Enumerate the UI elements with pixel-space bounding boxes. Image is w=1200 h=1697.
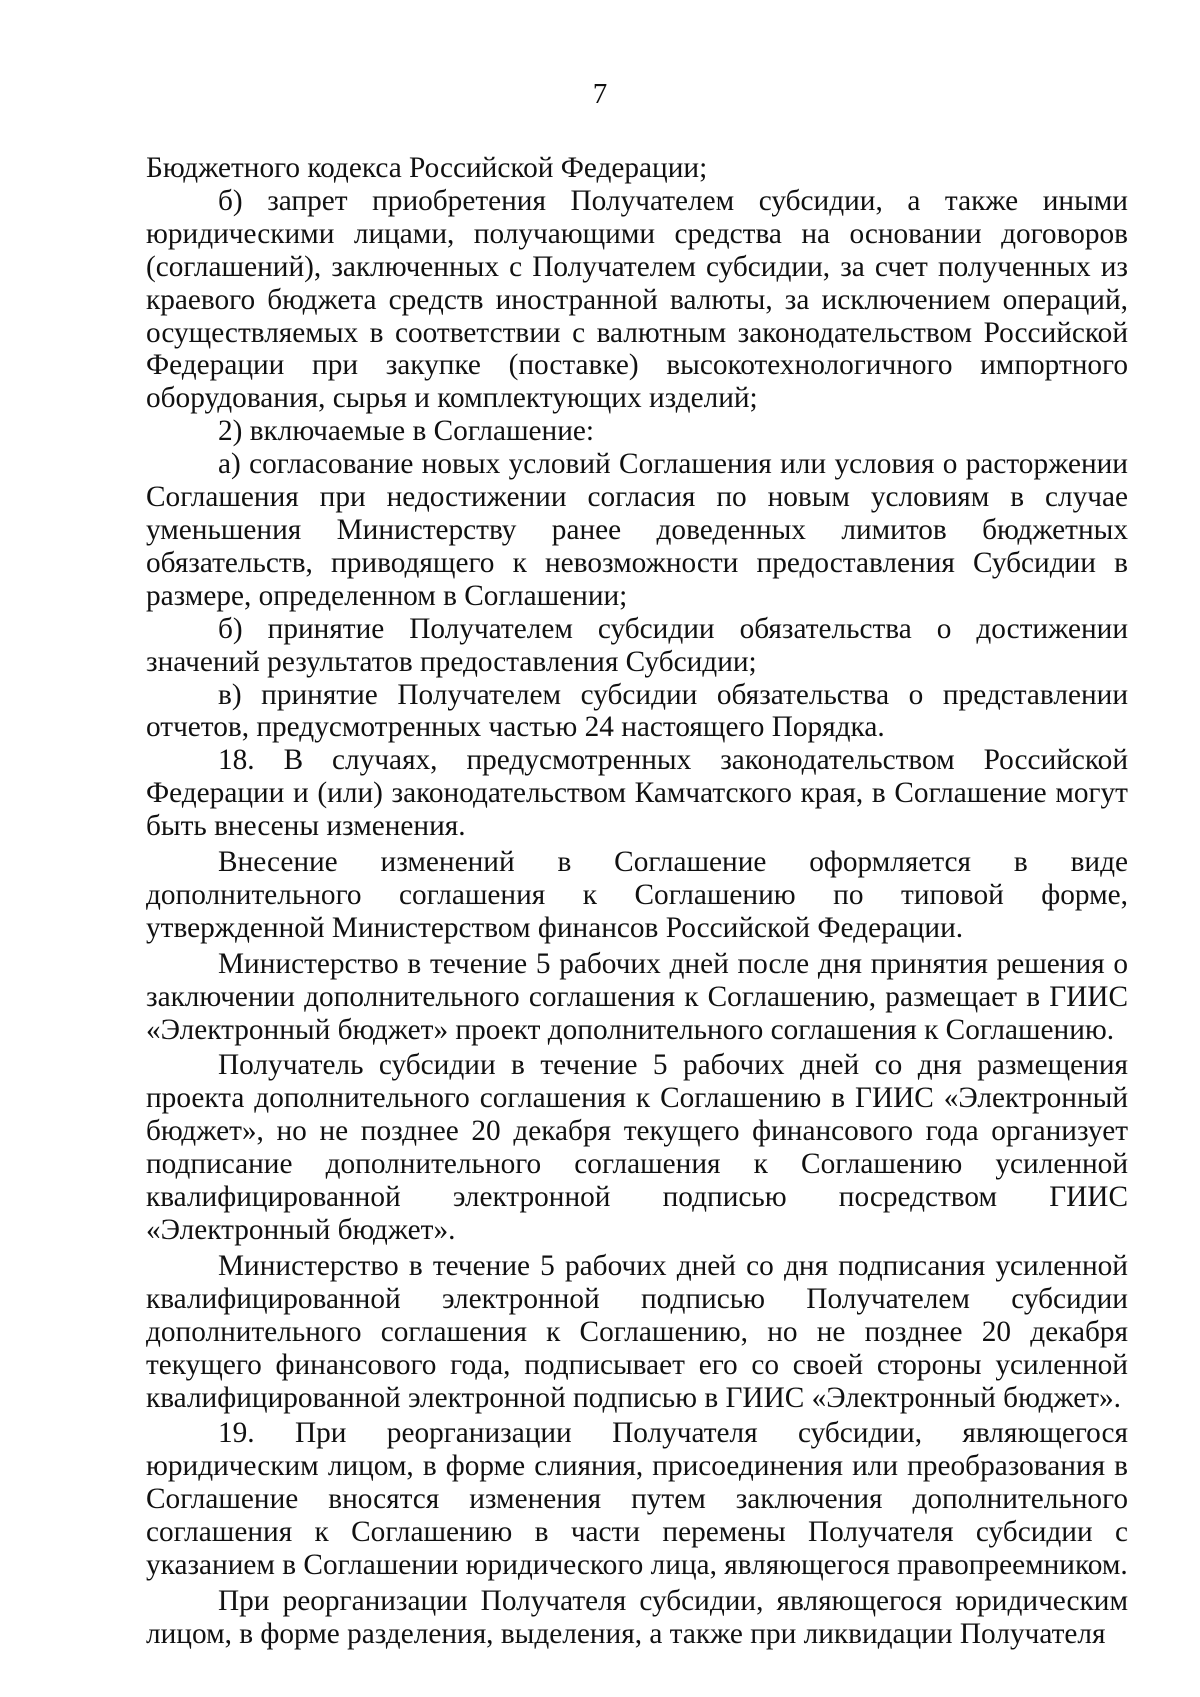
document-body bbox=[146, 152, 1128, 1651]
paragraph-new-conditions-approval: а) согласование новых условий Соглашения или условия о расторжении Соглашения при недостижении согласия по новым условиям в случае уменьшения Министерству ранее доведенных лимитов бюджетных обязательств, приводящего к невозможности предоставления Субсидии в размере, определенном в Соглашении; bbox=[146, 448, 1128, 612]
paragraph-currency-prohibition: б) запрет приобретения Получателем субсидии, а также иными юридическими лицами, получающими средства на основании договоров (соглашений), заключенных с Получателем субсидии, за счет полученных из краевого бюджета средств иностранной валюты, за исключением операций, осуществляемых в соответствии с валютным законодательством Российской Федерации при закупке (поставке) высокотехнологичного импортного оборудования, сырья и комплектующих изделий; bbox=[146, 184, 1128, 415]
paragraph-budget-code-continuation: Бюджетного кодекса Российской Федерации; bbox=[146, 152, 708, 184]
paragraph-reports-obligation: в) принятие Получателем субсидии обязательства о представлении отчетов, предусмотренных частью 24 настоящего Порядка. bbox=[146, 678, 1128, 744]
paragraph-recipient-signing: Получатель субсидии в течение 5 рабочих дней со дня размещения проекта дополнительного соглашения к Соглашению в ГИИС «Электронный бюджет», но не позднее 20 декабря текущего финансового года организует подписание дополнительного соглашения к Соглашению усиленной квалифицированной электронной подписью посредством ГИИС «Электронный бюджет». bbox=[146, 1049, 1128, 1246]
paragraph-ministry-signing: Министерство в течение 5 рабочих дней со дня подписания усиленной квалифицированной электронной подписью Получателем субсидии дополнительного соглашения к Соглашению, но не позднее 20 декабря текущего финансового года, подписывает его со своей стороны усиленной квалифицированной электронной подписью в ГИИС «Электронный бюджет». bbox=[146, 1249, 1128, 1414]
paragraph-amendment-form: Внесение изменений в Соглашение оформляется в виде дополнительного соглашения к Соглашению по типовой форме, утвержденной Министерством финансов Российской Федерации. bbox=[146, 846, 1128, 944]
page-number: 7 bbox=[592, 78, 608, 110]
paragraph-section-19-reorganization: 19. При реорганизации Получателя субсидии, являющегося юридическим лицом, в форме слияния, присоединения или преобразования в Соглашение вносятся изменения путем заключения дополнительного соглашения к Соглашению в части перемены Получателя субсидии с указанием в Соглашении юридического лица, являющегося правопреемником. bbox=[146, 1417, 1128, 1582]
paragraph-included-in-agreement: 2) включаемые в Соглашение: bbox=[218, 415, 595, 448]
paragraph-ministry-posts-draft: Министерство в течение 5 рабочих дней после дня принятия решения о заключении дополнительного соглашения к Соглашению, размещает в ГИИС «Электронный бюджет» проект дополнительного соглашения к Соглашению. bbox=[146, 947, 1128, 1046]
paragraph-section-18: 18. В случаях, предусмотренных законодательством Российской Федерации и (или) законодательством Камчатского края, в Соглашение могут быть внесены изменения. bbox=[146, 744, 1128, 843]
paragraph-results-obligation: б) принятие Получателем субсидии обязательства о достижении значений результатов предоставления Субсидии; bbox=[146, 612, 1128, 678]
paragraph-separation-liquidation: При реорганизации Получателя субсидии, являющегося юридическим лицом, в форме разделения, выделения, а также при ликвидации Получателя bbox=[146, 1584, 1128, 1650]
